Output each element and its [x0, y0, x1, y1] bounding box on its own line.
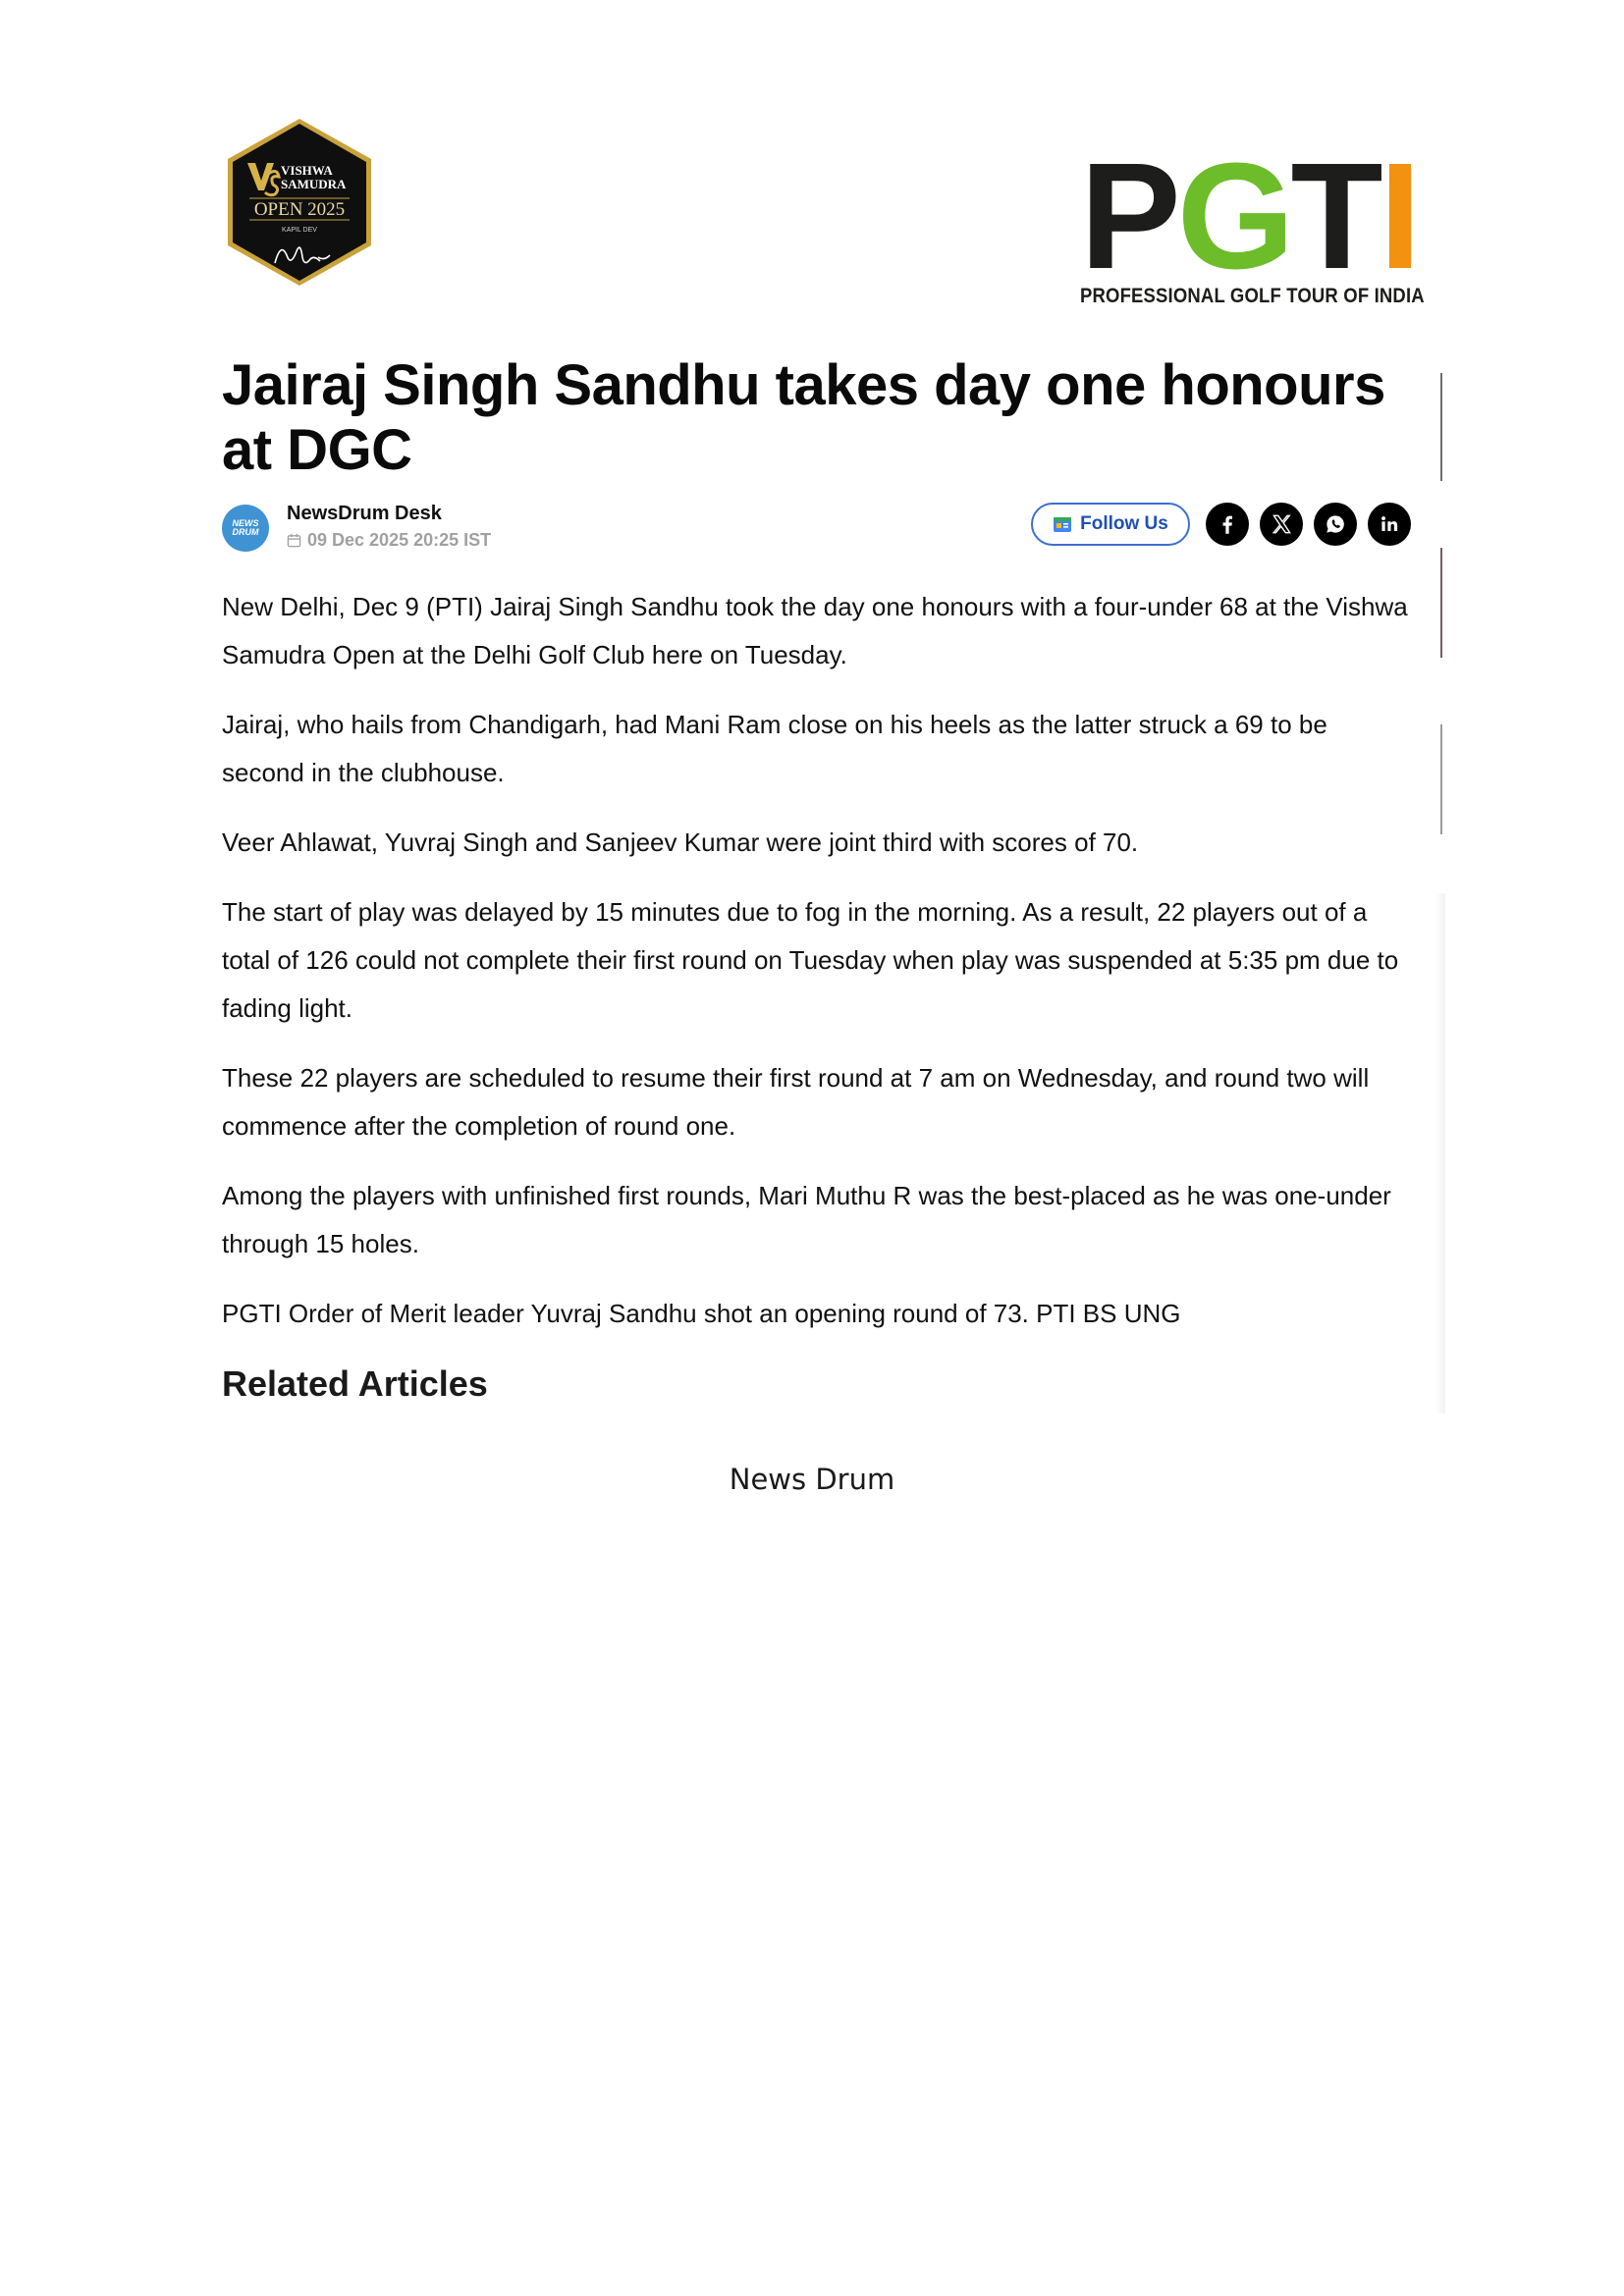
article: [222, 353, 1410, 1405]
article-paragraph: Veer Ahlawat, Yuvraj Singh and Sanjeev Kumar were joint third with scores of 70.: [222, 828, 1139, 857]
article-paragraph: New Delhi, Dec 9 (PTI) Jairaj Singh Sandhu took the day one honours with a four-under 68 at the Vishwa Samudra Open at the Delhi Golf Club here on Tuesday.: [222, 592, 1408, 669]
article-paragraph: These 22 players are scheduled to resume their first round at 7 am on Wednesday, and round two will commence after the completion of round one.: [222, 1063, 1370, 1141]
calendar-icon: [287, 533, 301, 548]
event-logo-line4: KAPIL DEV: [282, 227, 317, 234]
tour-logo: [1080, 132, 1434, 314]
author-name[interactable]: NewsDrum Desk: [287, 503, 442, 524]
tour-logo-letter-g: G: [1176, 132, 1291, 300]
linkedin-icon: [1377, 511, 1402, 537]
article-paragraph: Jairaj, who hails from Chandigarh, had Mani Ram close on his heels as the latter struck a 69 to be second in the clubhouse.: [222, 710, 1327, 787]
google-news-icon: [1053, 514, 1072, 534]
tour-logo-tagline: PROFESSIONAL GOLF TOUR OF INDIA: [1080, 285, 1425, 307]
tour-logo-letter-p: P: [1080, 132, 1177, 300]
event-logo-badge: [224, 116, 375, 289]
footer-brand: News Drum: [729, 1463, 895, 1496]
follow-us-button[interactable]: [1031, 503, 1190, 546]
author-avatar[interactable]: NEWS DRUM: [222, 505, 269, 552]
whatsapp-icon: [1323, 511, 1348, 537]
event-logo-line1: VISHWA: [281, 163, 333, 178]
sidebar-edge: [1440, 724, 1442, 834]
article-paragraph: Among the players with unfinished first rounds, Mari Muthu R was the best-placed as he was one-under through 15 holes.: [222, 1181, 1391, 1258]
tour-logo-letter-i: I: [1379, 132, 1418, 300]
event-logo: [224, 116, 375, 289]
article-paragraph: PGTI Order of Merit leader Yuvraj Sandhu shot an opening round of 73. PTI BS UNG: [222, 1299, 1181, 1328]
article-paragraph: The start of play was delayed by 15 minutes due to fog in the morning. As a result, 22 players out of a total of 126 could not complete their first round on Tuesday when play was suspended at 5:35 pm due to fading light.: [222, 897, 1399, 1023]
publish-date-text: 09 Dec 2025 20:25 IST: [307, 530, 492, 550]
article-body: [222, 583, 1410, 1338]
byline: [222, 503, 1410, 561]
share-linkedin-button[interactable]: [1368, 503, 1411, 546]
tour-logo-letter-t: T: [1290, 132, 1380, 300]
sidebar-edge: [1440, 548, 1442, 658]
share-x-button[interactable]: [1260, 503, 1303, 546]
sidebar-edge: [1440, 373, 1442, 481]
sidebar-edge-shadow: [1435, 893, 1445, 1414]
related-articles-heading: Related Articles: [222, 1363, 488, 1404]
publish-date: [287, 530, 491, 551]
share-facebook-button[interactable]: [1206, 503, 1249, 546]
follow-us-label: Follow Us: [1080, 513, 1168, 534]
event-logo-line3: OPEN 2025: [253, 199, 346, 220]
event-logo-line2: SAMUDRA: [281, 177, 347, 191]
share-whatsapp-button[interactable]: [1314, 503, 1357, 546]
x-icon: [1269, 511, 1294, 537]
article-headline: Jairaj Singh Sandhu takes day one honours at DGC: [222, 353, 1385, 482]
facebook-icon: [1215, 511, 1240, 537]
